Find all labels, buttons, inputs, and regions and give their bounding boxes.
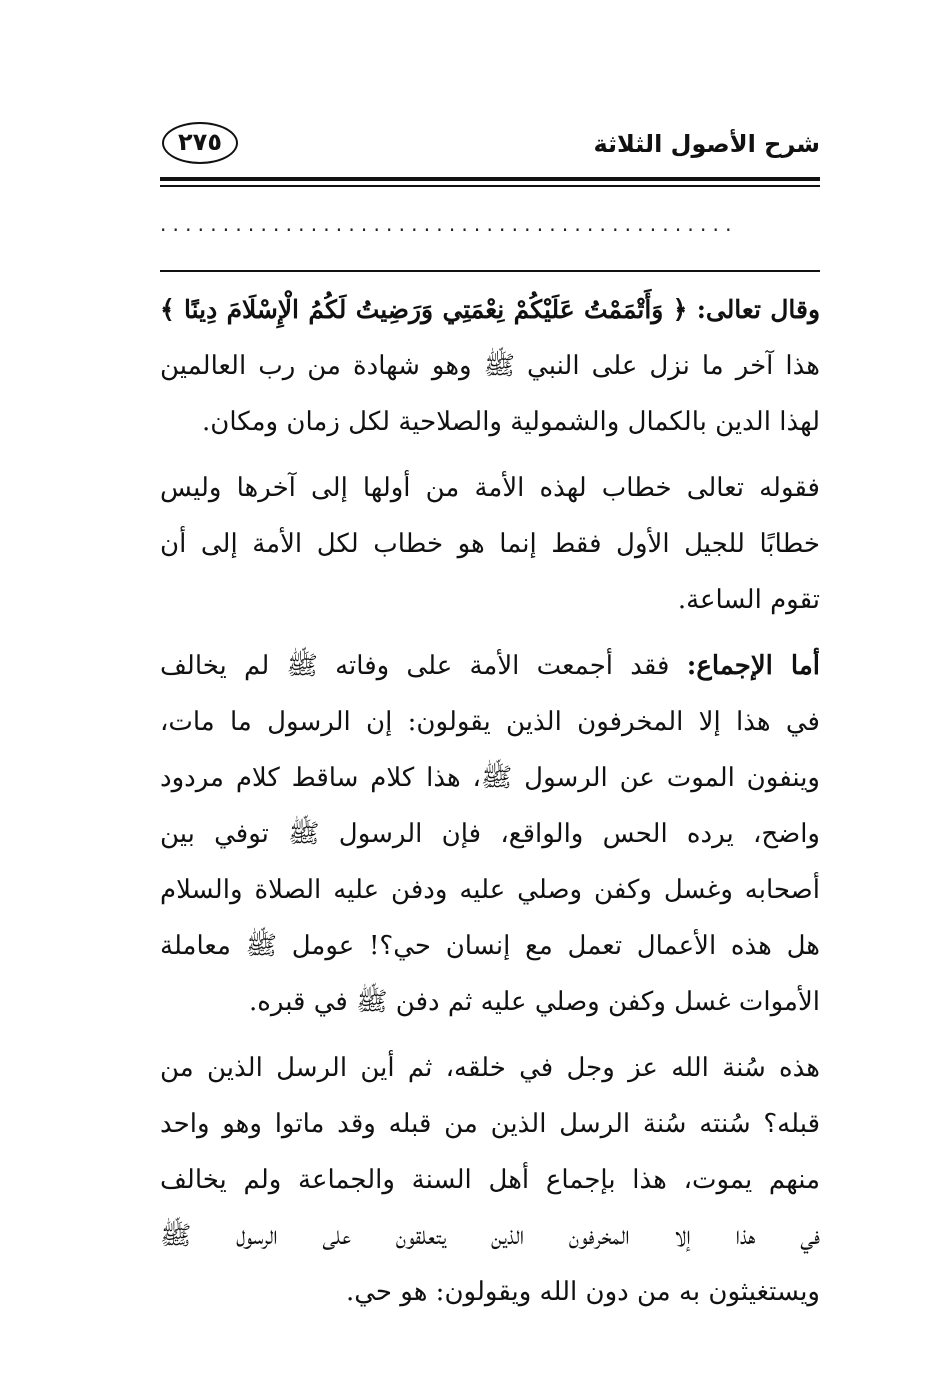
text-line: هذا آخر ما نزل على النبي ﷺ وهو شهادة من رب العالمين	[160, 351, 820, 381]
text-line: ويستغيثون به من دون الله ويقولون: هو حي.	[346, 1277, 820, 1307]
text-line: قبله؟ سُنته سُنة الرسل الذين من قبله وقد ماتوا وهو واحد	[160, 1109, 820, 1139]
paragraph-4	[160, 1040, 820, 1320]
page-number-badge: ٢٧٥	[162, 122, 238, 164]
text-line: واضح، يرده الحس والواقع، فإن الرسول ﷺ توفي بين	[160, 819, 820, 849]
running-title: شرح الأصول الثلاثة	[593, 130, 820, 158]
section-rule	[160, 270, 820, 272]
text-line	[160, 638, 820, 694]
header-rule-thin	[160, 185, 820, 187]
body-text	[160, 282, 820, 1330]
text-line: وينفون الموت عن الرسول ﷺ، هذا كلام ساقط كلام مردود	[160, 763, 820, 793]
text-line: الأموات غسل وكفن وصلي عليه ثم دفن ﷺ في قبره.	[248, 987, 820, 1017]
text-line: أصحابه وغسل وكفن وصلي عليه ودفن عليه الصلاة والسلام	[160, 875, 820, 905]
paragraph-3	[160, 638, 820, 1030]
text-line: في هذا إلا المخرفون الذين يقولون: إن الرسول ما مات،	[160, 707, 820, 737]
text-line: خطابًا للجيل الأول فقط إنما هو خطاب لكل الأمة إلى أن	[160, 529, 820, 559]
text-line: لهذا الدين بالكمال والشمولية والصلاحية لكل زمان ومكان.	[201, 407, 820, 437]
paragraph-1	[160, 282, 820, 450]
text-line: فقوله تعالى خطاب لهذه الأمة من أولها إلى آخرها وليس	[160, 473, 820, 503]
text-line: هل هذه الأعمال تعمل مع إنسان حي؟! عومل ﷺ معاملة	[160, 931, 820, 961]
text-line: وقال تعالى: ﴿ وَأَتْمَمْتُ عَلَيْكُمْ نِعْمَتِي وَرَضِيتُ لَكُمُ الْإِسْلَامَ دِينًا ﴾	[160, 295, 820, 324]
header-rule-thick	[160, 177, 820, 181]
text-line: تقوم الساعة.	[677, 585, 820, 615]
page-header	[160, 118, 820, 178]
text-line: منهم يموت، هذا بإجماع أهل السنة والجماعة ولم يخالف	[160, 1165, 820, 1195]
text-line: في هذا إلا المخرفون الذين يتعلقون على الرسول ﷺ	[160, 1221, 820, 1251]
text-line: هذه سُنة الله عز وجل في خلقه، ثم أين الرسل الذين من	[160, 1053, 820, 1083]
ellipsis-dots: ..............................................	[160, 212, 738, 236]
paragraph-2	[160, 460, 820, 628]
text-line-rest: فقد أجمعت الأمة على وفاته ﷺ لم يخالف	[160, 651, 687, 681]
section-heading-ijma: أما الإجماع:	[686, 651, 821, 681]
